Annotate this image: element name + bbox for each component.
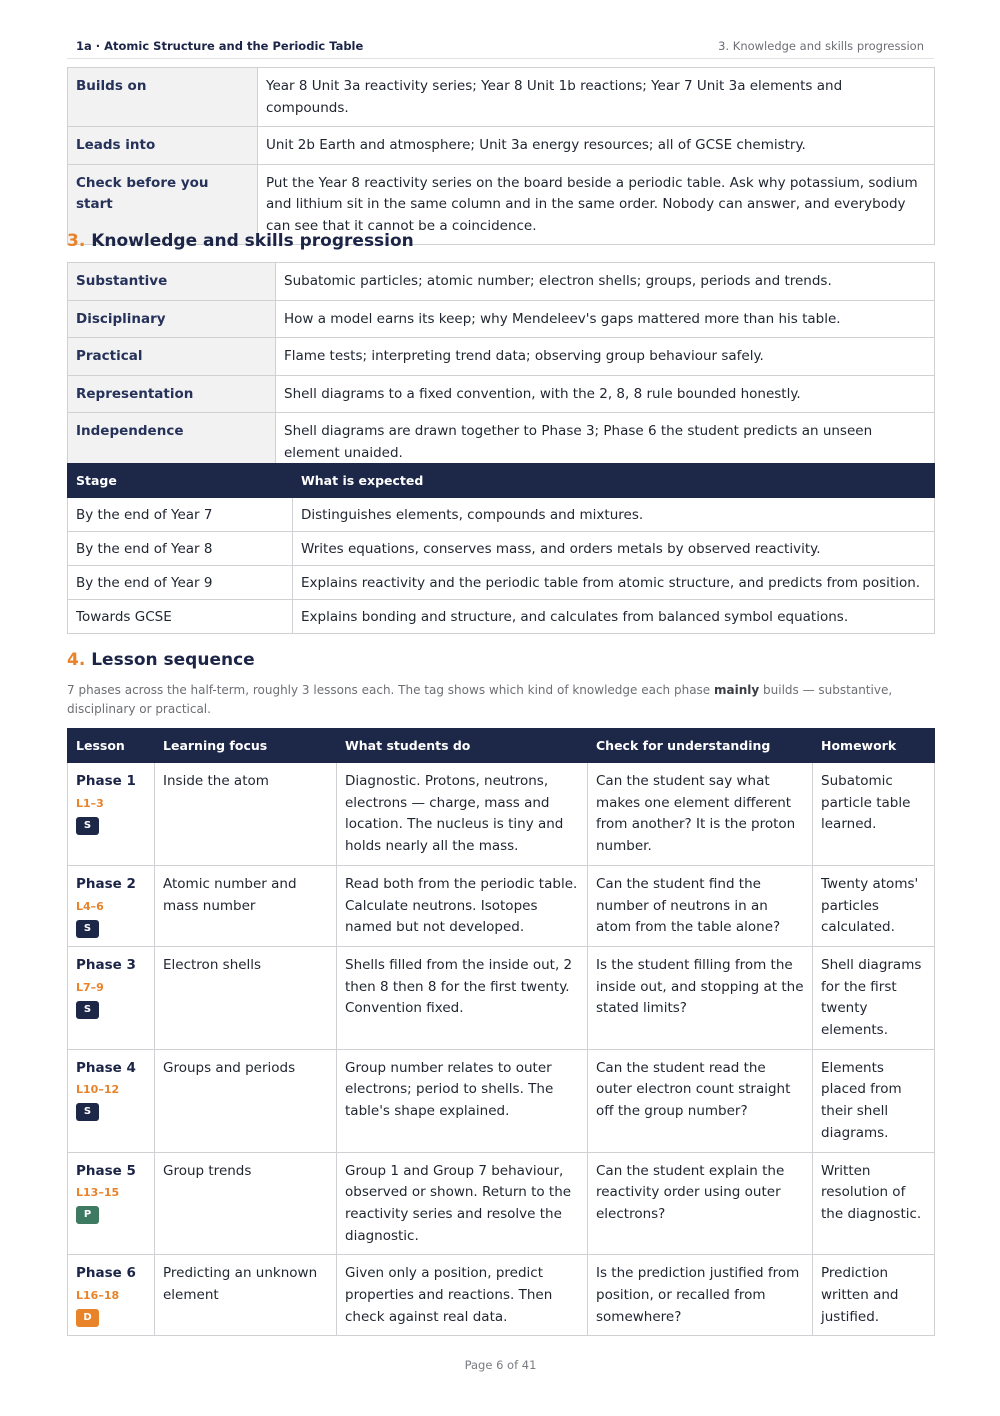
check-cell: Can the student say what makes one element different from another? It is the proton number.	[588, 763, 813, 866]
strand-value: Shell diagrams are drawn together to Phase 3; Phase 6 the student predicts an unseen element unaided.	[276, 413, 935, 472]
focus-cell: Group trends	[155, 1152, 337, 1255]
table-row	[68, 375, 935, 413]
expected-cell: Distinguishes elements, compounds and mixtures.	[293, 498, 935, 532]
strand-key: Independence	[68, 413, 276, 472]
table-row	[68, 763, 935, 866]
header-unit-title: 1a · Atomic Structure and the Periodic Table	[76, 39, 364, 53]
focus-cell: Groups and periods	[155, 1049, 337, 1152]
table-row	[68, 263, 935, 301]
intro-text: builds — substantive, disciplinary or practical.	[67, 683, 893, 716]
table-row	[68, 1049, 935, 1152]
lesson-sequence-intro	[67, 681, 934, 718]
lesson-range: L16–18	[76, 1289, 120, 1303]
intro-emphasis: mainly	[714, 683, 760, 697]
focus-cell: Electron shells	[155, 946, 337, 1049]
running-header	[67, 38, 934, 59]
homework-cell: Twenty atoms' particles calculated.	[813, 865, 935, 946]
phase-name: Phase 5	[76, 1162, 136, 1179]
strands-table	[67, 262, 935, 472]
lesson-range: L4–6	[76, 899, 104, 913]
stages-table	[67, 463, 935, 634]
table-row	[68, 498, 935, 532]
intro-text: 7 phases across the half-term, roughly 3 lessons each. The tag shows which kind of knowledge each phase	[67, 683, 714, 697]
links-table	[67, 67, 935, 245]
focus-cell: Inside the atom	[155, 763, 337, 866]
section-number: 4.	[67, 650, 86, 670]
links-value: Put the Year 8 reactivity series on the board beside a periodic table. Ask why potassium, sodium and lithium sit in the same column and in the same order. Nobody can answer, and everybody can see that it cannot be a coincidence.	[258, 164, 935, 245]
phase-cell	[68, 1049, 155, 1152]
table-row	[68, 68, 935, 127]
column-header: Homework	[813, 729, 935, 763]
stage-cell: By the end of Year 8	[68, 532, 293, 566]
table-row	[68, 1255, 935, 1336]
knowledge-tag-badge: S	[76, 1001, 99, 1019]
strand-key: Practical	[68, 338, 276, 376]
homework-cell: Elements placed from their shell diagrams.	[813, 1049, 935, 1152]
table-row	[68, 865, 935, 946]
lesson-sequence-table	[67, 728, 935, 1336]
section-title: Lesson sequence	[91, 650, 255, 670]
phase-cell	[68, 1255, 155, 1336]
knowledge-tag-badge: S	[76, 920, 99, 938]
knowledge-tag-badge: P	[76, 1206, 99, 1224]
phase-cell	[68, 1152, 155, 1255]
table-header-row	[68, 464, 935, 498]
expected-cell: Explains reactivity and the periodic table from atomic structure, and predicts from position.	[293, 566, 935, 600]
header-section-title: 3. Knowledge and skills progression	[718, 39, 924, 53]
phase-cell	[68, 946, 155, 1049]
table-row	[68, 127, 935, 165]
check-cell: Can the student explain the reactivity order using outer electrons?	[588, 1152, 813, 1255]
section-4-heading	[67, 650, 255, 670]
check-cell: Can the student find the number of neutrons in an atom from the table alone?	[588, 865, 813, 946]
table-row	[68, 946, 935, 1049]
table-row	[68, 338, 935, 376]
stage-cell: By the end of Year 9	[68, 566, 293, 600]
homework-cell: Shell diagrams for the first twenty elements.	[813, 946, 935, 1049]
phase-name: Phase 6	[76, 1265, 136, 1282]
lesson-range: L13–15	[76, 1186, 120, 1200]
strand-key: Disciplinary	[68, 300, 276, 338]
activity-cell: Shells filled from the inside out, 2 then 8 then 8 for the first twenty. Convention fixed.	[337, 946, 588, 1049]
phase-name: Phase 4	[76, 1059, 136, 1076]
knowledge-tag-badge: S	[76, 1103, 99, 1121]
phase-cell	[68, 763, 155, 866]
lesson-range: L1–3	[76, 796, 104, 810]
strand-value: How a model earns its keep; why Mendeleev's gaps mattered more than his table.	[276, 300, 935, 338]
activity-cell: Given only a position, predict properties and reactions. Then check against real data.	[337, 1255, 588, 1336]
strand-key: Substantive	[68, 263, 276, 301]
links-key: Leads into	[68, 127, 258, 165]
column-header: Lesson	[68, 729, 155, 763]
strand-value: Subatomic particles; atomic number; electron shells; groups, periods and trends.	[276, 263, 935, 301]
homework-cell: Prediction written and justified.	[813, 1255, 935, 1336]
stage-cell: By the end of Year 7	[68, 498, 293, 532]
table-row	[68, 600, 935, 634]
links-value: Year 8 Unit 3a reactivity series; Year 8 Unit 1b reactions; Year 7 Unit 3a elements and compounds.	[258, 68, 935, 127]
phase-cell	[68, 865, 155, 946]
knowledge-tag-badge: S	[76, 817, 99, 835]
activity-cell: Diagnostic. Protons, neutrons, electrons — charge, mass and location. The nucleus is tiny and holds nearly all the mass.	[337, 763, 588, 866]
phase-name: Phase 1	[76, 773, 136, 789]
table-row	[68, 1152, 935, 1255]
strand-value: Flame tests; interpreting trend data; observing group behaviour safely.	[276, 338, 935, 376]
table-row	[68, 532, 935, 566]
column-header: Stage	[68, 464, 293, 498]
section-number: 3.	[67, 231, 86, 251]
table-row	[68, 300, 935, 338]
lesson-range: L10–12	[76, 1083, 120, 1097]
knowledge-tag-badge: D	[76, 1309, 99, 1327]
links-key: Builds on	[68, 68, 258, 127]
links-key: Check before you start	[68, 164, 258, 245]
homework-cell: Written resolution of the diagnostic.	[813, 1152, 935, 1255]
phase-name: Phase 2	[76, 875, 136, 892]
column-header: What students do	[337, 729, 588, 763]
homework-cell: Subatomic particle table learned.	[813, 763, 935, 866]
table-row	[68, 566, 935, 600]
activity-cell: Group number relates to outer electrons; period to shells. The table's shape explained.	[337, 1049, 588, 1152]
column-header: What is expected	[293, 464, 935, 498]
check-cell: Is the student filling from the inside out, and stopping at the stated limits?	[588, 946, 813, 1049]
table-header-row	[68, 729, 935, 763]
check-cell: Can the student read the outer electron count straight off the group number?	[588, 1049, 813, 1152]
lesson-range: L7–9	[76, 980, 104, 994]
stage-cell: Towards GCSE	[68, 600, 293, 634]
column-header: Learning focus	[155, 729, 337, 763]
focus-cell: Predicting an unknown element	[155, 1255, 337, 1336]
strand-value: Shell diagrams to a fixed convention, with the 2, 8, 8 rule bounded honestly.	[276, 375, 935, 413]
links-value: Unit 2b Earth and atmosphere; Unit 3a energy resources; all of GCSE chemistry.	[258, 127, 935, 165]
activity-cell: Read both from the periodic table. Calculate neutrons. Isotopes named but not developed.	[337, 865, 588, 946]
phase-name: Phase 3	[76, 956, 136, 973]
page-number: Page 6 of 41	[464, 1358, 537, 1372]
activity-cell: Group 1 and Group 7 behaviour, observed or shown. Return to the reactivity series and resolve the diagnostic.	[337, 1152, 588, 1255]
focus-cell: Atomic number and mass number	[155, 865, 337, 946]
strand-key: Representation	[68, 375, 276, 413]
section-title: Knowledge and skills progression	[91, 231, 414, 251]
expected-cell: Explains bonding and structure, and calculates from balanced symbol equations.	[293, 600, 935, 634]
check-cell: Is the prediction justified from position, or recalled from somewhere?	[588, 1255, 813, 1336]
column-header: Check for understanding	[588, 729, 813, 763]
section-3-heading	[67, 231, 414, 251]
expected-cell: Writes equations, conserves mass, and orders metals by observed reactivity.	[293, 532, 935, 566]
